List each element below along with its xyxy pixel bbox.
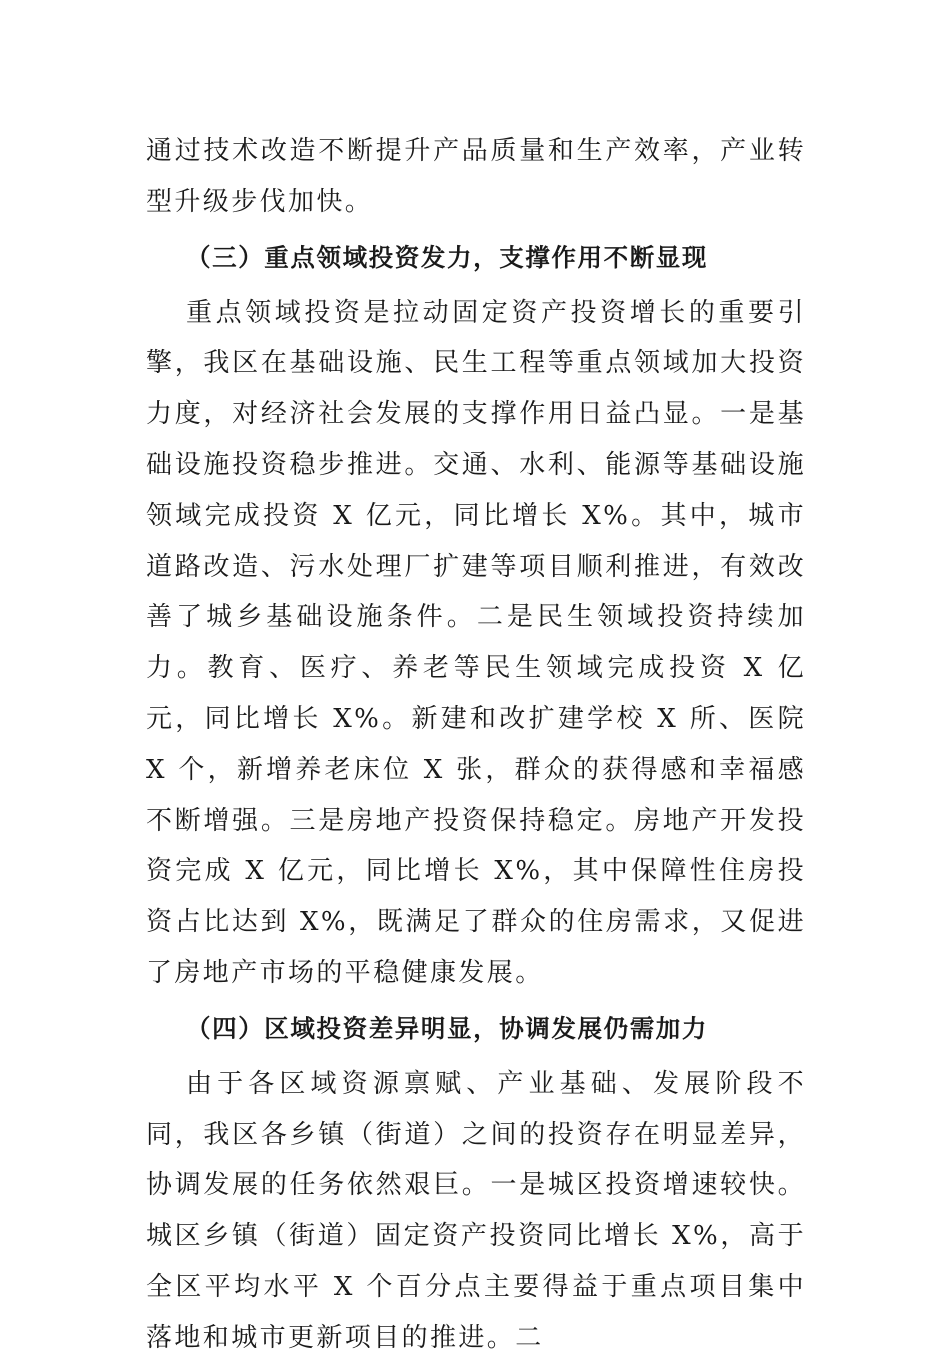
continuation-paragraph: 通过技术改造不断提升产品质量和生产效率，产业转型升级步伐加快。: [146, 136, 806, 217]
document-page: [146, 126, 806, 1364]
section-4-heading: （四）区域投资差异明显，协调发展仍需加力: [186, 1013, 708, 1043]
section-3-heading: （三）重点领域投资发力，支撑作用不断显现: [186, 242, 708, 272]
section-3-body: 重点领域投资是拉动固定资产投资增长的重要引擎，我区在基础设施、民生工程等重点领域加大投资力度，对经济社会发展的支撑作用日益凸显。一是基础设施投资稳步推进。交通、水利、能源等基础设施领域完成投资 X 亿元，同比增长 X%。其中，城市道路改造、污水处理厂扩建等项目顺利推进，有效改善了城乡基础设施条件。二是民生领域投资持续加力。教育、医疗、养老等民生领域完成投资 X 亿元，同比增长 X%。新建和改扩建学校 X 所、医院 X 个，新增养老床位 X 张，群众的获得感和幸福感不断增强。三是房地产投资保持稳定。房地产开发投资完成 X 亿元，同比增长 X%，其中保障性住房投资占比达到 X%，既满足了群众的住房需求，又促进了房地产市场的平稳健康发展。: [146, 297, 806, 988]
section-4-body: 由于各区域资源禀赋、产业基础、发展阶段不同，我区各乡镇（街道）之间的投资存在明显差异，协调发展的任务依然艰巨。一是城区投资增速较快。城区乡镇（街道）固定资产投资同比增长 X%，高于全区平均水平 X 个百分点主要得益于重点项目集中落地和城市更新项目的推进。二: [146, 1068, 806, 1353]
